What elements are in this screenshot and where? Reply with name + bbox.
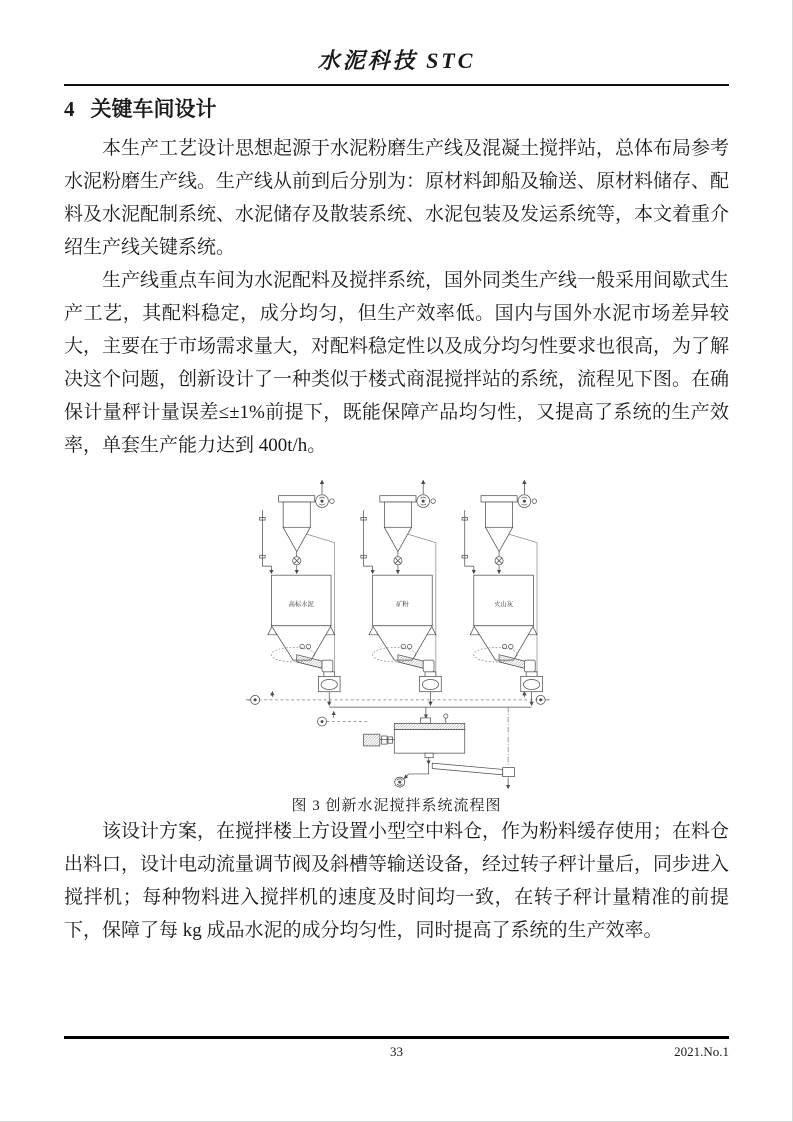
valve-icon (495, 552, 503, 574)
mixer-icon (363, 714, 464, 758)
paragraph-1: 本生产工艺设计思想起源于水泥粉磨生产线及混凝土搅拌站，总体布局参考水泥粉磨生产线。生产线从前到后分别为：原材料卸船及输送、原材料储存、配料及水泥配制系统、水泥储存及散装系统、水泥包装及发运系统等，本文着重介绍生产线关键系统。 (64, 138, 730, 258)
silo-unit-1 (259, 480, 339, 705)
body-content (64, 132, 729, 947)
air-slide-conveyor-icon (432, 763, 514, 788)
fan-icon (415, 480, 434, 507)
blower-icon-left (246, 692, 272, 705)
silo-label: 矿粉 (395, 600, 409, 608)
footer-rule (64, 1036, 729, 1060)
valve-icon (393, 552, 401, 574)
rotor-scale-icon (419, 672, 441, 692)
mixing-system-flow-diagram (226, 474, 568, 792)
blower-icon-right (524, 692, 549, 705)
paragraph-2: 生产线重点车间为水泥配料及搅拌系统，国外同类生产线一般采用间歇式生产工艺，其配料稳定，成分均匀，但生产效率低。国内与国外水泥市场差异较大，主要在于市场需求量大，对配料稳定性以及成分均匀性要求也很高，为了解决这个问题，创新设计了一种类似于楼式商混搅拌站的系统，流程见下图。在确保计量秤计量误差≤±1%前提下，既能保障产品均匀性，又提高了系统的生产效率，单套生产能力达到 400t/h。 (64, 270, 730, 456)
section-title: 关键车间设计 (90, 98, 217, 121)
blower-icon-lower (317, 712, 368, 726)
valve-icon (292, 552, 300, 574)
fan-icon (517, 480, 536, 507)
issue-number: 2021.No.1 (674, 1044, 729, 1059)
mixer-motor-icon (363, 734, 379, 746)
section-number: 4 (64, 97, 75, 121)
figure-flow-diagram (64, 474, 729, 792)
header-rule (64, 84, 729, 86)
fan-icon (314, 480, 333, 507)
journal-title: 水泥科技 STC (317, 48, 476, 73)
silo-unit-3 (462, 480, 542, 705)
fan-icon-bottom (394, 777, 404, 787)
silo-label: 高标水泥 (288, 600, 314, 608)
silo-unit-2 (360, 480, 440, 705)
figure-caption: 图 3 创新水泥搅拌系统流程图 (291, 798, 502, 814)
rotor-scale-icon (520, 672, 542, 692)
paragraph-3: 该设计方案，在搅拌楼上方设置小型空中料仓，作为粉料缓存使用；在料仓出料口，设计电动流量调节阀及斜槽等输送设备，经过转子秤计量后，同步进入搅拌机；每种物料进入搅拌机的速度及时间均一致，在转子秤计量精准的前提下，保障了每 kg 成品水泥的成分均匀性，同时提高了系统的生产效率。 (64, 821, 730, 941)
section-heading (64, 93, 729, 123)
rotor-scale-icon (318, 672, 340, 692)
silo-label: 火山灰 (493, 600, 513, 608)
page-number: 33 (390, 1044, 403, 1059)
